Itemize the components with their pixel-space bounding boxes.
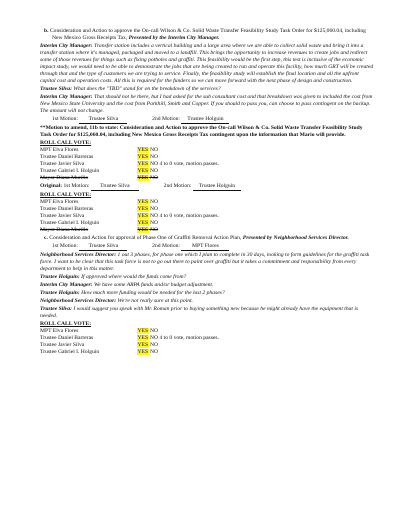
discussion-paragraph	[40, 94, 374, 115]
yes-vote: YES	[137, 349, 149, 355]
yes-vote: YES	[137, 161, 149, 167]
vote-row	[40, 342, 219, 349]
first-motion-label: 1st Motion:	[52, 116, 78, 122]
speaker-text: If approved where would the funds come from?	[81, 274, 187, 280]
vote-result: NO	[149, 154, 159, 160]
discussion-paragraph	[40, 290, 374, 297]
voter-name: Trustee Javier Silva	[40, 213, 85, 219]
yes-vote: YES	[137, 175, 149, 181]
second-motion-label: 2nd Motion:	[163, 183, 192, 189]
voter-name: Trustee Gabriel I. Holguin	[40, 349, 100, 355]
item-text: Consideration and Action for approval of Phase One of Graffiti Removal Action Plan,	[49, 235, 242, 241]
vote-row	[40, 147, 219, 154]
second-motion-label: 2nd Motion:	[152, 243, 180, 249]
speaker-name: Trustee Holguin:	[40, 274, 80, 280]
vote-result: NO 4 to 0 vote, motion passes.	[149, 335, 219, 341]
vote-row	[40, 349, 219, 356]
vote-result: NO	[149, 199, 159, 205]
speaker-text: What does the "TBD" stand for on the breakdown of the services?	[73, 86, 221, 92]
discussion-paragraph	[40, 43, 374, 85]
vote-row	[40, 328, 219, 335]
voter-name: Trustee Gabriel I. Holguin	[40, 168, 100, 174]
yes-vote: YES	[137, 213, 149, 219]
vote-row	[40, 161, 219, 168]
voter-name: Trustee Javier Silva	[40, 342, 85, 348]
item-letter: c.	[44, 235, 48, 241]
speaker-text: We have some ARPA funds and/or budget adjustment.	[93, 282, 214, 288]
vote-result: NO	[149, 147, 159, 153]
vote-row	[40, 213, 219, 220]
voter-name: Trustee Gabriel I. Holguin	[40, 220, 100, 226]
second-motion-value: MPT Flores	[181, 243, 229, 251]
vote-row	[40, 227, 219, 234]
yes-vote: YES	[137, 220, 149, 226]
voter-name: MPT Elva Flores	[40, 199, 79, 205]
vote-table-2	[40, 199, 219, 234]
speaker-name: Interim City Manager:	[40, 43, 93, 49]
discussion-paragraph	[40, 298, 374, 305]
speaker-name: Interim City Manager:	[40, 282, 93, 288]
vote-result: NO	[149, 349, 159, 355]
roll-call-heading: ROLL CALL VOTE:	[40, 192, 92, 198]
discussion-paragraph	[40, 282, 374, 289]
agenda-item-b	[40, 28, 374, 42]
voter-name: MPT Elva Flores	[40, 328, 79, 334]
speaker-name: Trustee Holguin:	[40, 290, 80, 296]
yes-vote: YES	[137, 206, 149, 212]
vote-result: NO	[149, 220, 159, 226]
first-motion-value: Trustee Silva	[79, 243, 127, 251]
vote-result: NO	[149, 168, 159, 174]
item-text: Consideration and Action to approve the On-call Wilson & Co. Solid Waste Transfer Feasibility Study Task Order for $125,060.04, including New Mexico Gross Receipts Tax,	[49, 28, 366, 41]
yes-vote: YES	[137, 168, 149, 174]
yes-vote: YES	[137, 227, 149, 233]
discussion-c	[40, 252, 374, 320]
voter-name: Trustee Javier Silva	[40, 161, 85, 167]
vote-result: NO	[149, 328, 159, 334]
discussion-paragraph	[40, 306, 374, 320]
first-motion-value: Trustee Silva	[79, 116, 127, 124]
speaker-text: Transfer station includes a vertical building and a large area where we are able to collect solid waste and bring it into a transfer station where it's managed, packaged and moved to a landfill. This brings the opportunity to increase revenues to create jobs and redirect some of those revenues for things such as fixing potholes and graffiti. This feasibility would be the first step, this test is inclusive of the economic impact study, we would need to be able to demonstrate the jobs that are being created to run and operate this facility, how much GRT will be created through that and the type of customers we are trying to service. Finally, the feasibility study will establish the final location and all the upfront capital cost and operation costs. All this is required for the funders so we can move forward with the next phase of design and construction.	[40, 43, 374, 84]
second-motion-label: 2nd Motion:	[152, 116, 180, 122]
voter-name: MPT Elva Flores	[40, 147, 79, 153]
vote-row	[40, 154, 219, 161]
motion-b	[52, 116, 374, 124]
yes-vote: YES	[137, 335, 149, 341]
voter-name: Trustee Daniel Barreras	[40, 335, 94, 341]
first-motion-label: 1st Motion:	[63, 183, 90, 189]
speaker-text: That should not be there, but I had asked for the sub consultant cost and that breakdown was given to included the cost from New Mexico State University and the cost from Parkhill, Smith and Copper. If you should to pass you, can choose to pass contingent on the backup. The amount will not change.	[40, 94, 373, 114]
speaker-text: I would suggest you speak with Mr. Roman prior to buying something new because he might already have the equipment that is needed.	[40, 306, 359, 319]
vote-result: NO 4 to 0 vote, motion passes.	[149, 213, 219, 219]
yes-vote: YES	[137, 342, 149, 348]
second-motion-value: Trustee Holguin	[193, 183, 241, 191]
item-presenter: Presented by the Interim City Manager.	[128, 35, 220, 41]
speaker-text: How much more funding would be needed for the last 2 phases?	[81, 290, 225, 296]
speaker-name: Interim City Manager:	[40, 94, 93, 100]
vote-table-1	[40, 147, 219, 182]
discussion-b	[40, 43, 374, 115]
vote-result: NO 4 to 0 vote, motion passes.	[149, 161, 219, 167]
speaker-text: We're not really sure at this point.	[117, 298, 193, 304]
discussion-paragraph	[40, 274, 374, 281]
speaker-name: Neighborhood Services Director:	[40, 252, 117, 258]
original-label: Original:	[40, 183, 63, 189]
vote-row	[40, 168, 219, 175]
item-letter: b.	[44, 28, 49, 34]
first-motion-value: Trustee Silva	[91, 183, 139, 191]
vote-row	[40, 175, 219, 182]
roll-call-heading: ROLL CALL VOTE:	[40, 140, 92, 146]
vote-result: NO	[149, 342, 159, 348]
vote-table-3	[40, 328, 219, 356]
voter-name: Trustee Daniel Barreras	[40, 206, 94, 212]
voter-name: Trustee Daniel Barreras	[40, 154, 94, 160]
yes-vote: YES	[137, 154, 149, 160]
vote-result: NO	[149, 206, 159, 212]
motion-amend: **Motion to amend, 11b to state: Consideration and Action to approve the On-call Wilson & Co. Solid Waste Transfer Feasibility Study Task Order for $125,060.04, including New Mexico Gross Receipts Tax contingent upon the information that Mario will provide.	[40, 125, 363, 138]
agenda-item-c	[40, 235, 374, 242]
speaker-name: Trustee Silva:	[40, 86, 72, 92]
vote-result: NO	[149, 175, 159, 181]
first-motion-label: 1st Motion:	[52, 243, 78, 249]
motion-c	[52, 243, 374, 251]
vote-result: NO	[149, 227, 159, 233]
speaker-text: 1 out 3 phases, for phase one which I plan to complete in 30 days, looking to form guidelines for the graffiti task force. I want to be clear that this task force is not to go out there to paint over graffiti but it takes a commitment and responsibility from every department to help in this matter.	[40, 252, 370, 272]
discussion-paragraph	[40, 86, 374, 93]
roll-call-heading: ROLL CALL VOTE:	[40, 321, 92, 327]
original-motion	[40, 183, 374, 191]
voter-name: Mayor Diana Murillo	[40, 175, 89, 181]
yes-vote: YES	[137, 328, 149, 334]
item-presenter: Presented by Neighborhood Services Director.	[242, 235, 349, 241]
vote-row	[40, 206, 219, 213]
vote-row	[40, 199, 219, 206]
yes-vote: YES	[137, 199, 149, 205]
yes-vote: YES	[137, 147, 149, 153]
vote-row	[40, 220, 219, 227]
voter-name: Mayor Diana Murillo	[40, 227, 89, 233]
discussion-paragraph	[40, 252, 374, 273]
second-motion-value: Trustee Holguin	[181, 116, 229, 124]
speaker-name: Neighborhood Services Director:	[40, 298, 117, 304]
speaker-name: Trustee Silva:	[40, 306, 72, 312]
vote-row	[40, 335, 219, 342]
